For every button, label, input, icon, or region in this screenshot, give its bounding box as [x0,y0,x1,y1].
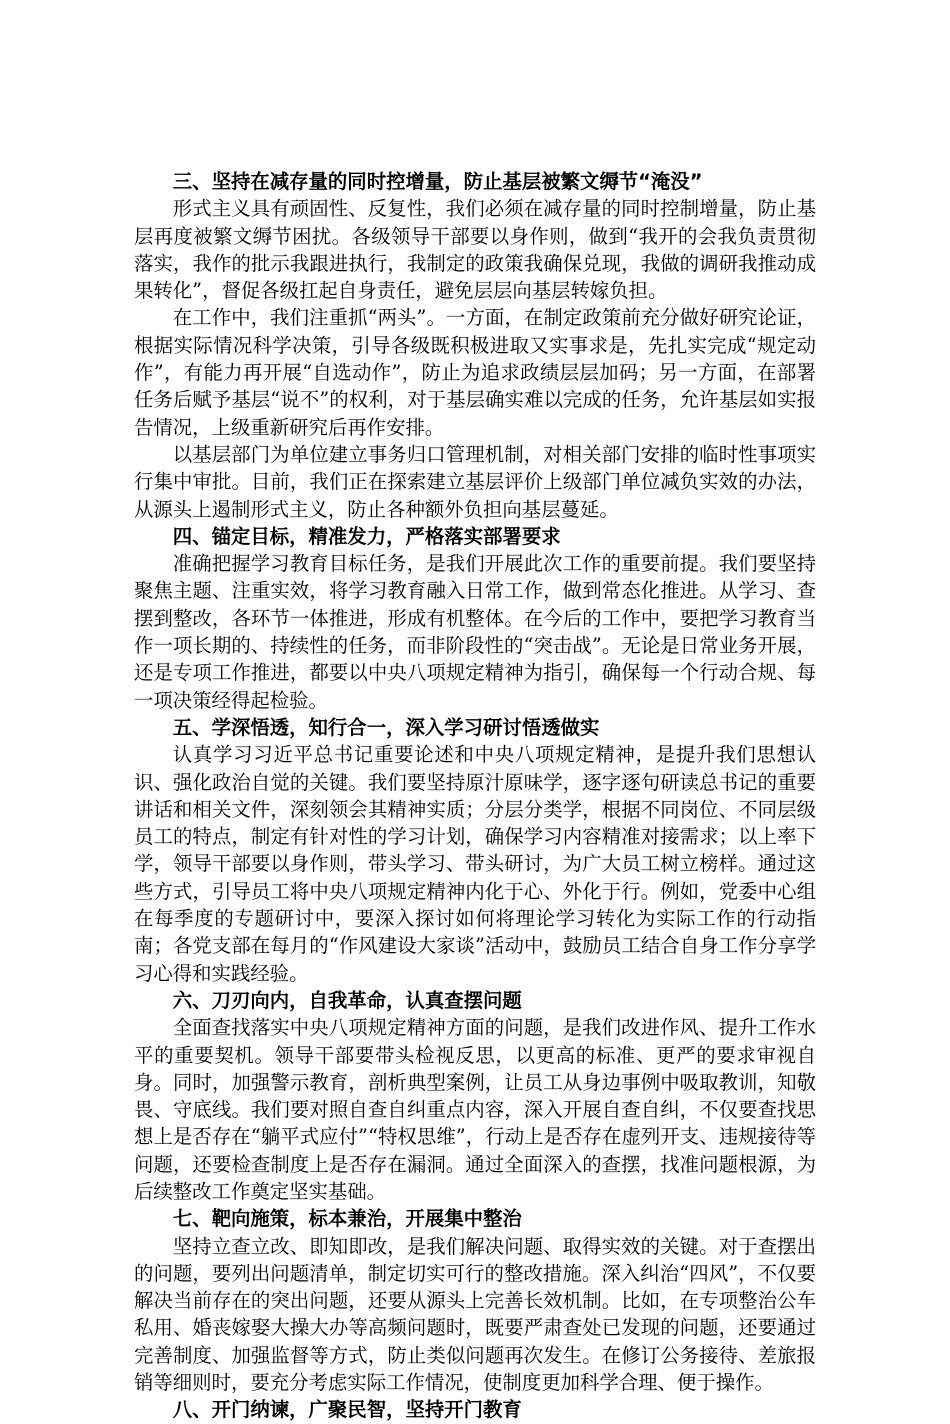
section-6 [134,987,816,1205]
section-heading: 四、锚定目标，精准发力，严格落实部署要求 [172,524,561,548]
paragraph: 准确把握学习教育目标任务，是我们开展此次工作的重要前提。我们要坚持聚焦主题、注重实效，将学习教育融入日常工作，做到常态化推进。从学习、查摆到整改，各环节一体推进，形成有机整体。在今后的工作中，要把学习教育当作一项长期的、持续性的任务，而非阶段性的“突击战”。无论是日常业务开展，还是专项工作推进，都要以中央八项规定精神为指引，确保每一个行动合规、每一项决策经得起检验。 [134,552,816,712]
section-heading: 五、学深悟透，知行合一，深入学习研讨悟透做实 [172,715,600,739]
paragraph: 认真学习习近平总书记重要论述和中央八项规定精神，是提升我们思想认识、强化政治自觉的关键。我们要坚持原汁原味学，逐字逐句研读总书记的重要讲话和相关文件，深刻领会其精神实质；分层分类学，根据不同岗位、不同层级员工的特点，制定有针对性的学习计划，确保学习内容精准对接需求；以上率下学，领导干部要以身作则，带头学习、带头研讨，为广大员工树立榜样。通过这些方式，引导员工将中央八项规定精神内化于心、外化于行。例如，党委中心组在每季度的专题研讨中，要深入探讨如何将理论学习转化为实际工作的行动指南；各党支部在每月的“作风建设大家谈”活动中，鼓励员工结合自身工作分享学习心得和实践经验。 [134,743,816,985]
section-4 [134,523,816,714]
section-heading: 三、坚持在减存量的同时控增量，防止基层被繁文缛节“淹没” [172,170,703,193]
document-page [134,168,816,1424]
section-heading: 七、靶向施策，标本兼治，开展集中整治 [172,1207,522,1231]
section-5 [134,714,816,987]
paragraph: 在工作中，我们注重抓“两头”。一方面，在制定政策前充分做好研究论证，根据实际情况科学决策，引导各级既积极进取又实事求是，先扎实完成“规定动作”，有能力再开展“自选动作”，防止为追求政绩层层加码；另一方面，在部署任务后赋予基层“说不”的权利，对于基层确实难以完成的任务，允许基层如实报告情况，上级重新研究后再作安排。 [134,306,816,439]
section-heading: 六、刀刃向内，自我革命，认真查摆问题 [172,988,522,1012]
section-8 [134,1396,816,1423]
paragraph: 全面查找落实中央八项规定精神方面的问题，是我们改进作风、提升工作水平的重要契机。领导干部要带头检视反思，以更高的标准、更严的要求审视自身。同时，加强警示教育，剖析典型案例，让员工从身边事例中吸取教训，知敬畏、守底线。我们要对照自查自纠重点内容，深入开展自查自纠，不仅要查找思想上是否存在“躺平式应付”“特权思维”，行动上是否存在虚列开支、违规接待等问题，还要检查制度上是否存在漏洞。通过全面深入的查摆，找准问题根源，为后续整改工作奠定坚实基础。 [134,1016,816,1203]
paragraph: 坚持立查立改、即知即改，是我们解决问题、取得实效的关键。对于查摆出的问题，要列出问题清单，制定切实可行的整改措施。深入纠治“四风”，不仅要解决当前存在的突出问题，还要从源头上完善长效机制。比如，在专项整治公车私用、婚丧嫁娶大操大办等高频问题时，既要严肃查处已发现的问题，还要通过完善制度、加强监督等方式，防止类似问题再次发生。在修订公务接待、差旅报销等细则时，要充分考虑实际工作情况，使制度更加科学合理、便于操作。 [134,1234,816,1395]
paragraph: 以基层部门为单位建立事务归口管理机制，对相关部门安排的临时性事项实行集中审批。目前，我们正在探索建立基层评价上级部门单位减负实效的办法，从源头上遏制形式主义，防止各种额外负担向基层蔓延。 [134,442,816,521]
section-3 [134,168,816,523]
section-heading: 八、开门纳谏，广聚民智，坚持开门教育 [172,1398,522,1422]
section-7 [134,1205,816,1396]
paragraph: 形式主义具有顽固性、反复性，我们必须在减存量的同时控制增量，防止基层再度被繁文缛节困扰。各级领导干部要以身作则，做到“我开的会我负责贯彻落实，我作的批示我跟进执行，我制定的政策我确保兑现，我做的调研我推动成果转化”，督促各级扛起自身责任，避免层层向基层转嫁负担。 [134,197,816,303]
